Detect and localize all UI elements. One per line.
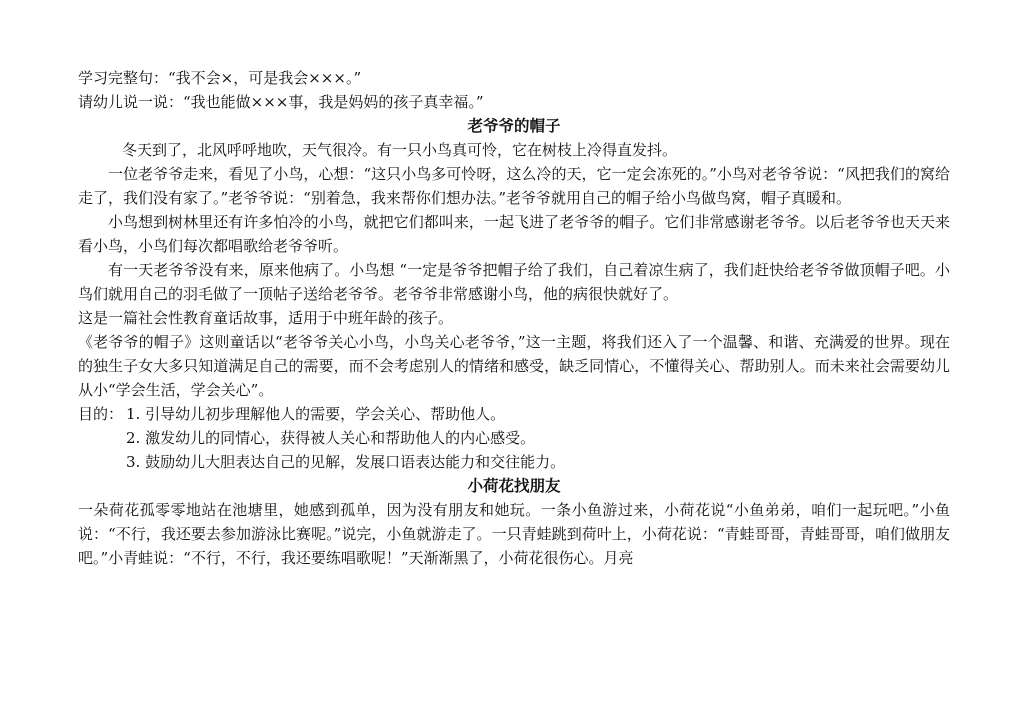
story1-paragraph-4: 有一天老爷爷没有来，原来他病了。小鸟想 “一定是爷爷把帽子给了我们，自己着凉生病了，我们赶快给老爷爷做顶帽子吧。小鸟们就用自己的羽毛做了一顶帖子送给老爷爷。老爷爷非常感谢小鸟，他的病很快就好了。 <box>78 261 950 303</box>
story1-analysis: 《老爷爷的帽子》这则童话以“老爷爷关心小鸟，小鸟关心老爷爷，”这一主题，将我们还入了一个温馨、和谐、充满爱的世界。现在的独生子女大多只知道满足自己的需要，而不会考虑别人的情绪和感受，缺乏同情心，不懂得关心、帮助别人。而未来社会需要幼儿从小“学会生活，学会关心”。 <box>78 333 950 399</box>
document-page <box>78 66 950 570</box>
line-child-speak: 请幼儿说一说：“我也能做×××事，我是妈妈的孩子真幸福。” <box>78 93 484 111</box>
story2-paragraph-1: 一朵荷花孤零零地站在池塘里，她感到孤单，因为没有朋友和她玩。一条小鱼游过来，小荷花说“小鱼弟弟，咱们一起玩吧。”小鱼说：“不行，我还要去参加游泳比赛呢。”说完，小鱼就游走了。一只青蛙跳到荷叶上，小荷花说：“青蛙哥哥，青蛙哥哥，咱们做朋友吧。”小青蛙说：“不行，不行，我还要练唱歌呢！”天渐渐黑了，小荷花很伤心。月亮 <box>78 501 950 567</box>
goal-item-3: 3. 鼓励幼儿大胆表达自己的见解，发展口语表达能力和交往能力。 <box>126 453 566 471</box>
story1-paragraph-3: 小鸟想到树林里还有许多怕冷的小鸟，就把它们都叫来，一起飞进了老爷爷的帽子。它们非常感谢老爷爷。以后老爷爷也天天来看小鸟，小鸟们每次都唱歌给老爷爷听。 <box>78 213 950 255</box>
line-sentence-practice: 学习完整句：“我不会×，可是我会×××。” <box>78 69 362 87</box>
goal-item-1: 1. 引导幼儿初步理解他人的需要，学会关心、帮助他人。 <box>126 405 506 423</box>
story1-paragraph-2: 一位老爷爷走来，看见了小鸟，心想：“这只小鸟多可怜呀，这么冷的天，它一定会冻死的。”小鸟对老爷爷说：“风把我们的窝给走了，我们没有家了。”老爷爷说：“别着急，我来帮你们想办法。”老爷爷就用自己的帽子给小鸟做鸟窝，帽子真暖和。 <box>78 165 950 207</box>
goal-item-2: 2. 激发幼儿的同情心，获得被人关心和帮助他人的内心感受。 <box>126 429 536 447</box>
goals-label: 目的： <box>78 405 124 423</box>
story-title-lotus-friends: 小荷花找朋友 <box>467 476 561 495</box>
story1-paragraph-1: 冬天到了，北风呼呼地吹，天气很冷。有一只小鸟真可怜，它在树枝上冷得直发抖。 <box>122 141 678 159</box>
story-title-grandpa-hat: 老爷爷的帽子 <box>467 116 561 135</box>
goals-row-1 <box>78 402 950 426</box>
story1-note: 这是一篇社会性教育童话故事，适用于中班年龄的孩子。 <box>78 309 454 327</box>
